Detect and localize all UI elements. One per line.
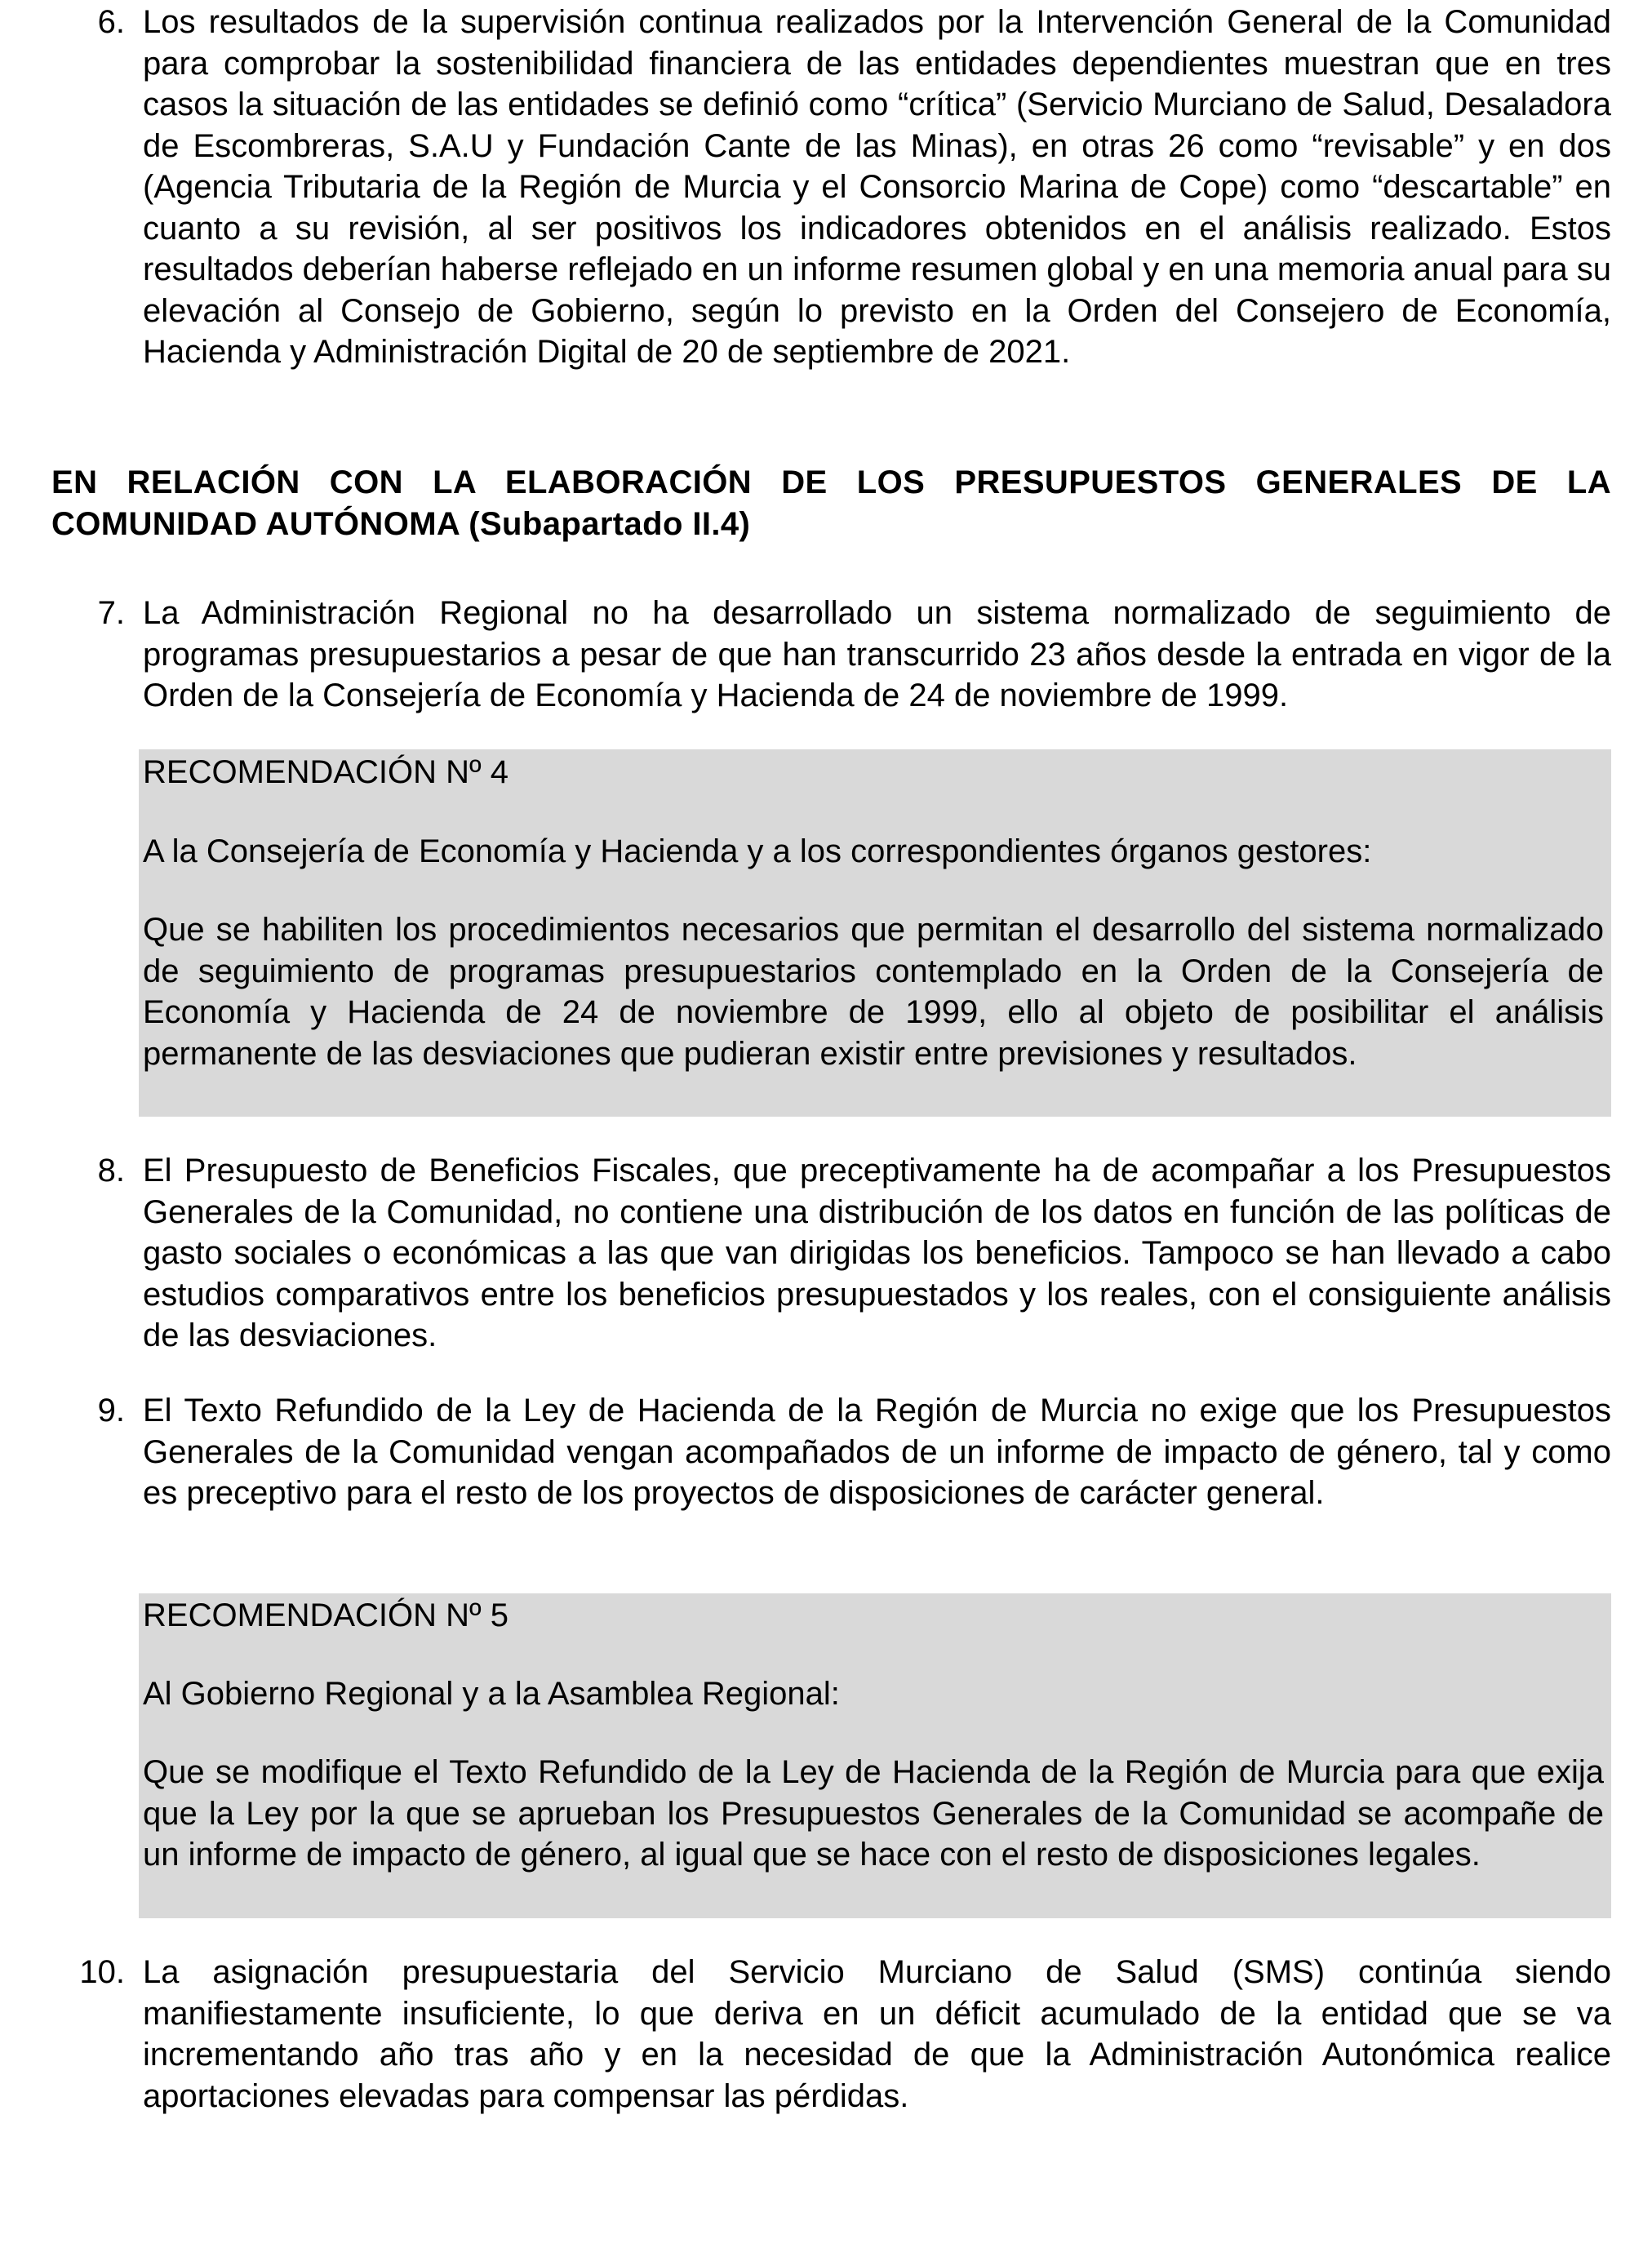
recommendation-title: RECOMENDACIÓN Nº 5 — [143, 1597, 508, 1633]
list-item-number: 7. — [97, 595, 125, 631]
list-item-text: Los resultados de la supervisión continua realizados por la Intervención General de la Comunidad para comprobar la sostenibilidad financiera de las entidades dependientes muestran que en tres casos la situación de las entidades se definió como “crítica” (Servicio Murciano de Salud, Desaladora de Escombreras, S.A.U y Fundación Cante de las Minas), en otras 26 como “revisable” y en dos (Agencia Tributaria de la Región de Murcia y el Consorcio Marina de Cope) como “descartable” en cuanto a su revisión, al ser positivos los indicadores obtenidos en el análisis realizado. Estos resultados deberían haberse reflejado en un informe resumen global y en una memoria anual para su elevación al Consejo de Gobierno, según lo previsto en la Orden del Consejero de Economía, Hacienda y Administración Digital de 20 de septiembre de 2021. — [143, 4, 1611, 370]
list-item-text: El Presupuesto de Beneficios Fiscales, que preceptivamente ha de acompañar a los Presupuestos Generales de la Comunidad, no contiene una distribución de los datos en función de las políticas de gasto sociales o económicas a las que van dirigidas los beneficios. Tampoco se han llevado a cabo estudios comparativos entre los beneficios presupuestados y los reales, con el consiguiente análisis de las desviaciones. — [143, 1153, 1611, 1353]
list-item-text: El Texto Refundido de la Ley de Hacienda de la Región de Murcia no exige que los Presupuestos Generales de la Comunidad vengan acompañados de un informe de impacto de género, tal y como es preceptivo para el resto de los proyectos de disposiciones de carácter general. — [143, 1393, 1611, 1511]
recommendation-box-4 — [139, 749, 1611, 1117]
recommendation-target: Al Gobierno Regional y a la Asamblea Regional: — [143, 1676, 840, 1712]
recommendation-title: RECOMENDACIÓN Nº 4 — [143, 754, 508, 790]
list-item-number: 6. — [97, 4, 125, 40]
recommendation-box-5 — [139, 1593, 1611, 1918]
list-item-number: 9. — [97, 1393, 125, 1428]
section-heading: EN RELACIÓN CON LA ELABORACIÓN DE LOS PRESUPUESTOS GENERALES DE LA COMUNIDAD AUTÓNOMA (Subapartado II.4) — [51, 464, 1611, 542]
recommendation-target: A la Consejería de Economía y Hacienda y a los correspondientes órganos gestores: — [143, 833, 1372, 869]
recommendation-body: Que se habiliten los procedimientos necesarios que permitan el desarrollo del sistema normalizado de seguimiento de programas presupuestarios contemplado en la Orden de la Consejería de Economía y Hacienda de 24 de noviembre de 1999, ello al objeto de posibilitar el análisis permanente de las desviaciones que pudieran existir entre previsiones y resultados. — [143, 912, 1604, 1072]
list-item-text: La Administración Regional no ha desarrollado un sistema normalizado de seguimiento de programas presupuestarios a pesar de que han transcurrido 23 años desde la entrada en vigor de la Orden de la Consejería de Economía y Hacienda de 24 de noviembre de 1999. — [143, 595, 1611, 713]
list-item-number: 10. — [79, 1954, 125, 1990]
recommendation-body: Que se modifique el Texto Refundido de la Ley de Hacienda de la Región de Murcia para que exija que la Ley por la que se aprueban los Presupuestos Generales de la Comunidad se acompañe de un informe de impacto de género, al igual que se hace con el resto de disposiciones legales. — [143, 1754, 1604, 1873]
list-item-number: 8. — [97, 1153, 125, 1189]
list-item-text: La asignación presupuestaria del Servicio Murciano de Salud (SMS) continúa siendo manifiestamente insuficiente, lo que deriva en un déficit acumulado de la entidad que se va incrementando año tras año y en la necesidad de que la Administración Autonómica realice aportaciones elevadas para compensar las pérdidas. — [143, 1954, 1611, 2114]
